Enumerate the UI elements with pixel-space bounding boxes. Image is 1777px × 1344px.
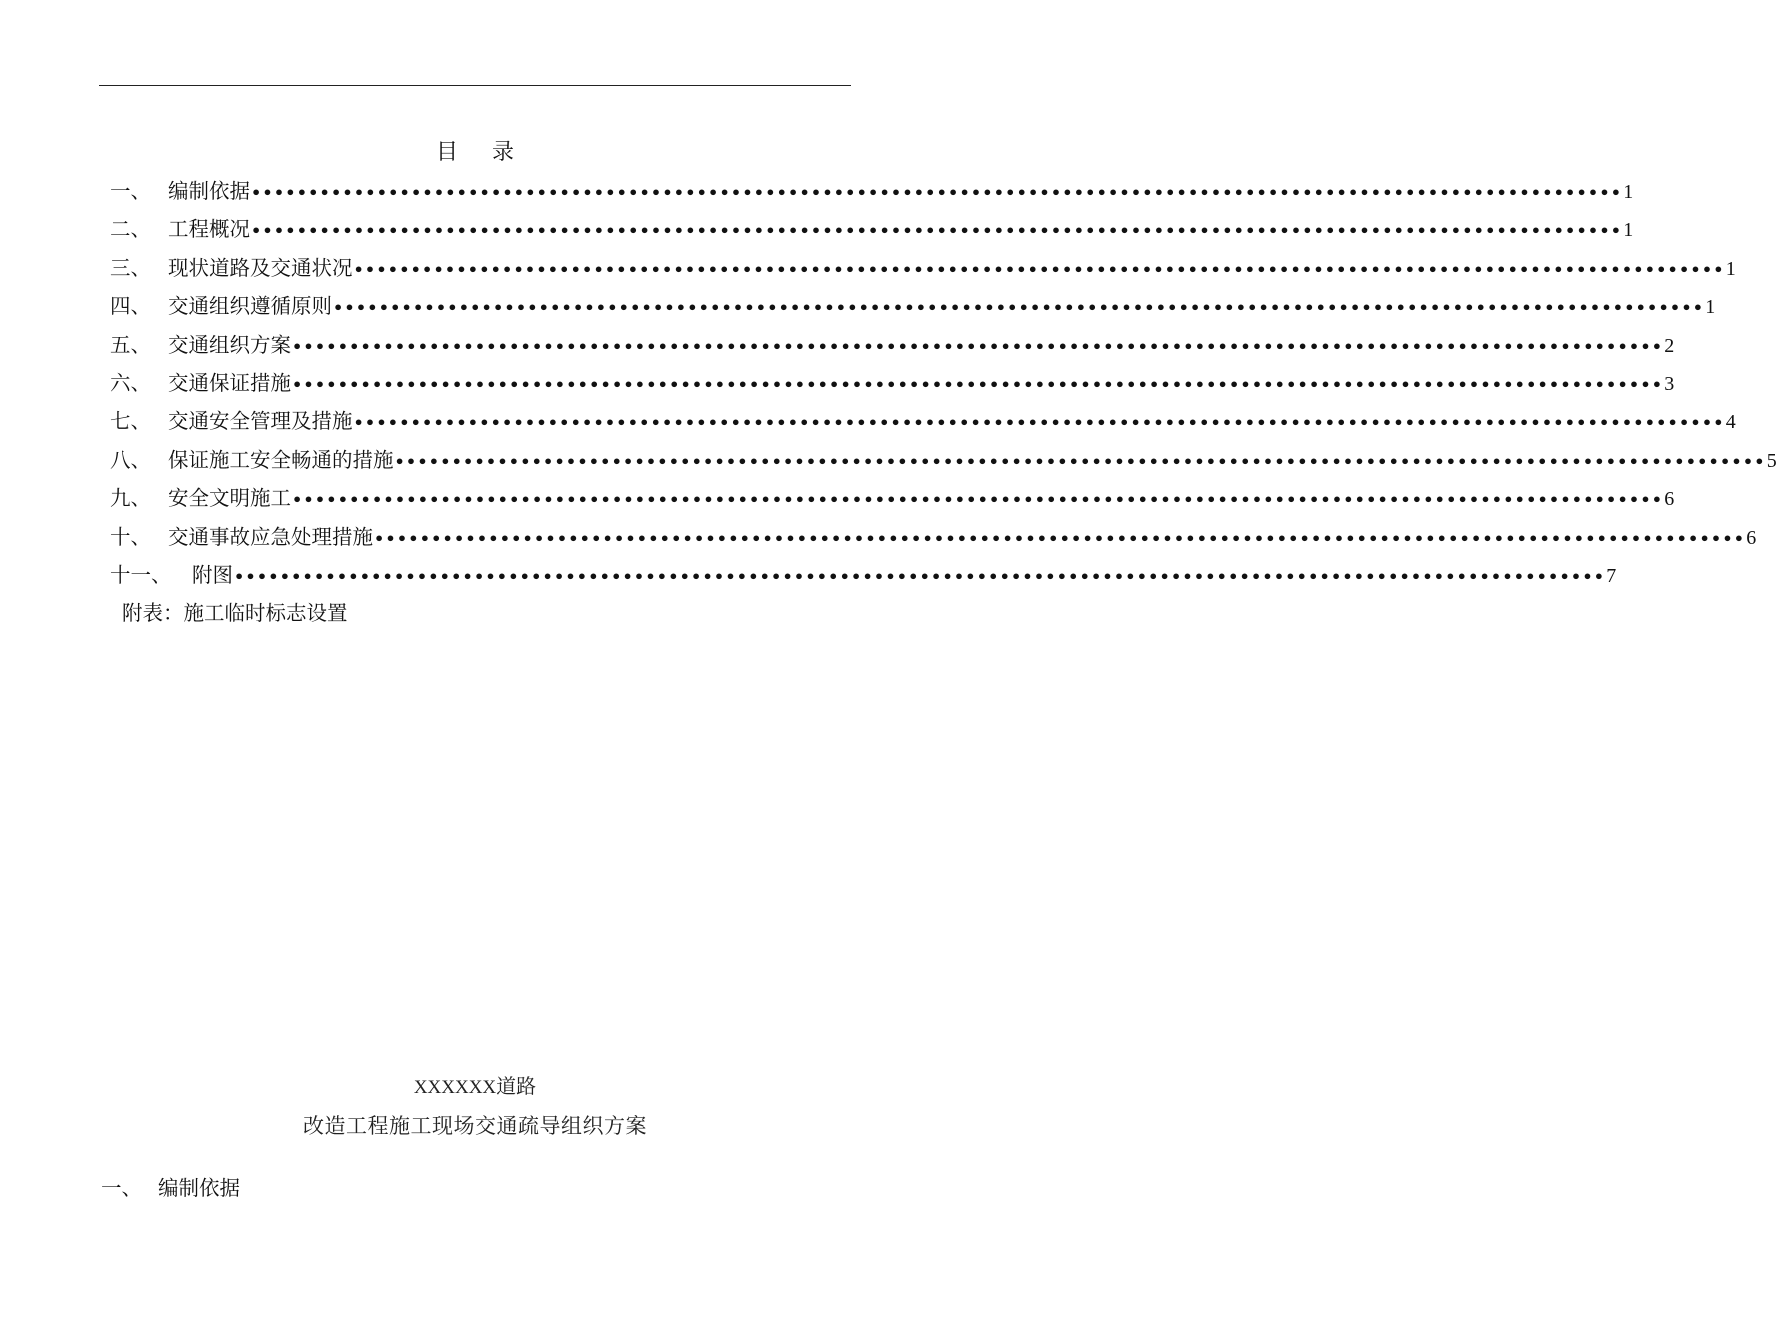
section-heading — [101, 1172, 240, 1204]
toc-leader-dots: •••••••••••••••••••••••••••••••••••••••••••••••••••••••••••••••••••••••••••••••••••••••••••••••••••••••••••••••••••••••• — [234, 566, 1606, 586]
toc-item[interactable] — [110, 364, 1675, 402]
toc-item[interactable] — [110, 172, 1634, 210]
section-label: 编制依据 — [158, 1176, 240, 1200]
toc-item-label: 工程概况 — [168, 217, 250, 242]
toc-item-page: 6 — [1746, 526, 1757, 549]
toc-item-label: 现状道路及交通状况 — [168, 255, 353, 280]
toc-item-number: 五、 — [110, 332, 151, 357]
section-number: 一、 — [101, 1176, 142, 1200]
toc-item-number: 一、 — [110, 179, 151, 203]
toc-item[interactable] — [110, 210, 1634, 248]
toc-item-page: 1 — [1623, 219, 1634, 242]
toc-item-number: 二、 — [110, 217, 151, 242]
toc-leader-dots: •••••••••••••••••••••••••••••••••••••••••••••••••••••••••••••••••••••••••••••••••••••••••••••••••••••••••••••••••••••••• — [333, 298, 1705, 318]
toc-item-number: 六、 — [110, 370, 151, 395]
toc-item-page: 3 — [1664, 372, 1675, 395]
toc-item-page: 2 — [1664, 334, 1675, 357]
toc-item[interactable] — [110, 249, 1736, 287]
toc-leader-dots: •••••••••••••••••••••••••••••••••••••••••••••••••••••••••••••••••••••••••••••••••••••••••••••••••••••••••••••••••••••••• — [374, 528, 1746, 548]
header-rule — [99, 85, 851, 86]
toc-item[interactable] — [110, 441, 1777, 479]
toc-item-number: 七、 — [110, 409, 151, 434]
toc-item-page: 6 — [1664, 488, 1675, 511]
toc-item-label: 编制依据 — [168, 179, 250, 203]
toc-item[interactable] — [110, 326, 1675, 364]
document-title: 改造工程施工现场交通疏导组织方案 — [303, 1114, 647, 1138]
toc-item-number: 十一、 — [110, 562, 172, 587]
toc-appendix: 附表：施工临时标志设置 — [122, 601, 348, 625]
toc-item-page: 1 — [1623, 181, 1634, 203]
toc-item-label: 交通事故应急处理措施 — [168, 524, 373, 549]
toc-item-label: 安全文明施工 — [168, 486, 291, 511]
toc-item[interactable] — [110, 287, 1716, 325]
project-name-suffix: 道路 — [496, 1074, 537, 1098]
toc-item-label: 交通安全管理及措施 — [168, 409, 353, 434]
toc-item-label: 交通组织方案 — [168, 332, 291, 357]
toc-item-page: 5 — [1766, 449, 1777, 472]
toc-list — [110, 172, 1777, 594]
toc-leader-dots: •••••••••••••••••••••••••••••••••••••••••••••••••••••••••••••••••••••••••••••••••••••••••••••••••••••••••••••••••••••••• — [292, 490, 1664, 510]
toc-item-number: 九、 — [110, 486, 151, 511]
toc-item[interactable] — [110, 402, 1736, 440]
toc-leader-dots: •••••••••••••••••••••••••••••••••••••••••••••••••••••••••••••••••••••••••••••••••••••••••••••••••••••••••••••••••••••••• — [353, 259, 1725, 279]
toc-leader-dots: •••••••••••••••••••••••••••••••••••••••••••••••••••••••••••••••••••••••••••••••••••••••••••••••••••••••••••••••••••••••• — [292, 336, 1664, 356]
toc-item-label: 附图 — [192, 562, 233, 587]
toc-item-number: 三、 — [110, 255, 151, 280]
toc-item[interactable] — [110, 479, 1675, 517]
toc-item-page: 1 — [1705, 296, 1716, 319]
toc-leader-dots: •••••••••••••••••••••••••••••••••••••••••••••••••••••••••••••••••••••••••••••••••••••••••••••••••••••••••••••••••••••••• — [353, 413, 1725, 433]
toc-title: 目录 — [435, 140, 548, 165]
toc-leader-dots: •••••••••••••••••••••••••••••••••••••••••••••••••••••••••••••••••••••••••••••••••••••••••••••••••••••••••••••••••••••••• — [251, 183, 1623, 202]
toc-item-label: 交通组织遵循原则 — [168, 294, 332, 319]
toc-item-number: 十、 — [110, 524, 151, 549]
toc-item-page: 4 — [1725, 411, 1736, 434]
toc-item[interactable] — [110, 556, 1617, 594]
toc-item-number: 四、 — [110, 294, 151, 319]
project-name-latin: XXXXXX — [413, 1077, 497, 1098]
toc-item-label: 交通保证措施 — [168, 370, 291, 395]
toc-item-page: 7 — [1606, 564, 1617, 587]
toc-leader-dots: •••••••••••••••••••••••••••••••••••••••••••••••••••••••••••••••••••••••••••••••••••••••••••••••••••••••••••••••••••••••• — [394, 451, 1766, 471]
toc-item-page: 1 — [1725, 257, 1736, 280]
project-name — [0, 1071, 950, 1103]
toc-item-number: 八、 — [110, 447, 151, 472]
toc-leader-dots: •••••••••••••••••••••••••••••••••••••••••••••••••••••••••••••••••••••••••••••••••••••••••••••••••••••••••••••••••••••••• — [292, 374, 1664, 394]
toc-leader-dots: •••••••••••••••••••••••••••••••••••••••••••••••••••••••••••••••••••••••••••••••••••••••••••••••••••••••••••••••••••••••• — [251, 221, 1623, 241]
toc-item-label: 保证施工安全畅通的措施 — [168, 447, 394, 472]
toc-item[interactable] — [110, 518, 1757, 556]
